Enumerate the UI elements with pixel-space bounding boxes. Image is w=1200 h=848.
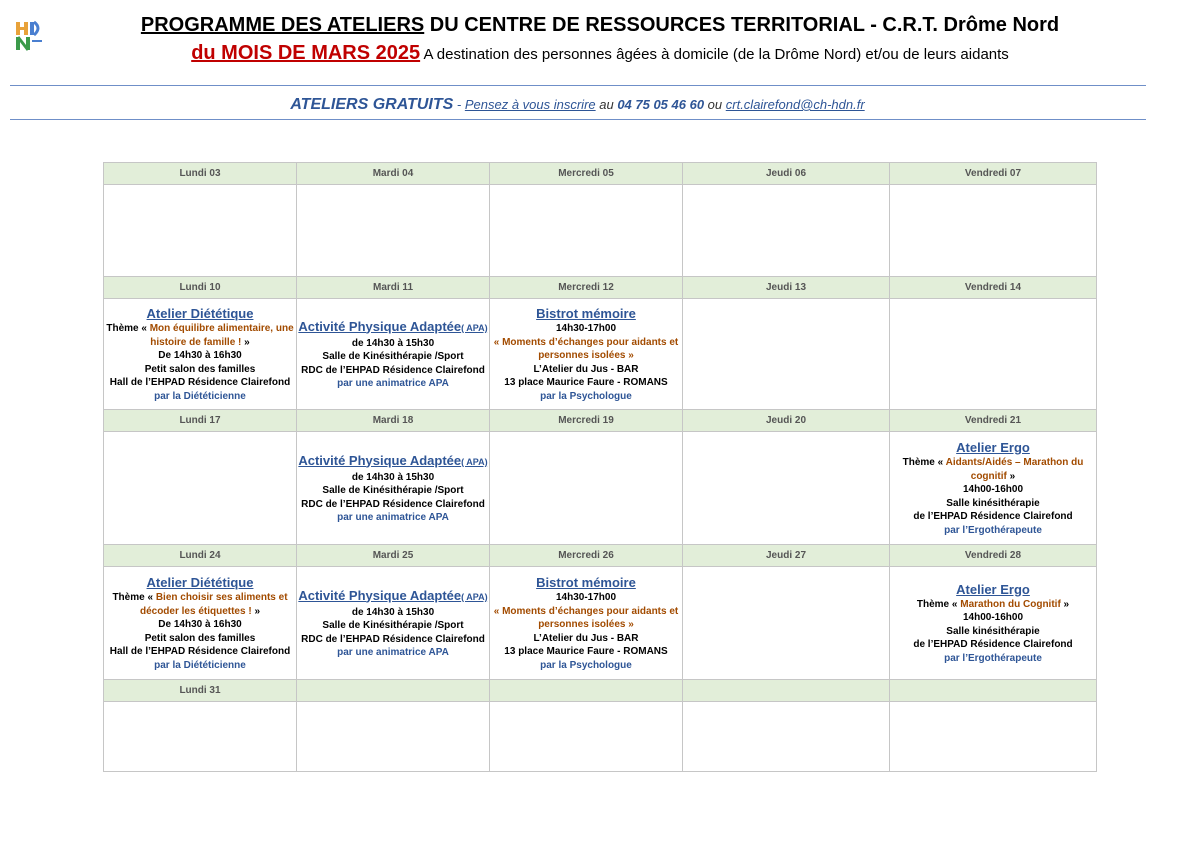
day-cell (490, 702, 683, 772)
day-cell (890, 185, 1097, 277)
week-row (104, 432, 1097, 545)
event-time: de 14h30 à 15h30 (351, 606, 435, 618)
day-header: Jeudi 06 (683, 163, 890, 185)
day-cell (104, 567, 297, 680)
event-title: Activité Physique Adaptée( APA) (298, 587, 488, 603)
event-place: Petit salon des familles (144, 632, 256, 644)
divider (10, 85, 1146, 86)
day-cell (104, 185, 297, 277)
day-cell (297, 567, 490, 680)
free-workshops-banner: ATELIERS GRATUITS - Pensez à vous inscrire au 04 75 05 46 60 ou crt.clairefond@ch-hdn.fr (290, 96, 865, 113)
week-row (104, 567, 1097, 680)
week-header-row (104, 410, 1097, 432)
event-host: par la Diététicienne (154, 659, 246, 671)
event-place: Salle kinésithérapie (946, 497, 1040, 509)
day-header (890, 680, 1097, 702)
event-host: par une animatrice APA (337, 647, 449, 658)
event-title: Atelier Ergo (956, 440, 1030, 455)
event-time: De 14h30 à 16h30 (158, 619, 242, 630)
week-row (104, 185, 1097, 277)
event-theme: « Moments d’échanges pour aidants et personnes isolées » (493, 605, 679, 630)
event-place: Salle de Kinésithérapie /Sport (322, 485, 464, 496)
day-header: Mercredi 12 (490, 277, 683, 299)
day-header: Vendredi 14 (890, 277, 1097, 299)
event-place: 13 place Maurice Faure - ROMANS (504, 646, 668, 657)
event-title: Activité Physique Adaptée( APA) (298, 452, 488, 468)
day-cell (890, 432, 1097, 545)
day-header: Mardi 04 (297, 163, 490, 185)
day-header: Mardi 18 (297, 410, 490, 432)
day-header (683, 680, 890, 702)
event-place: RDC de l’EHPAD Résidence Clairefond (301, 633, 485, 645)
day-cell (683, 702, 890, 772)
day-cell (104, 702, 297, 772)
event-title: Atelier Diététique (146, 306, 254, 321)
page-title: PROGRAMME DES ATELIERS DU CENTRE DE RESSOURCES TERRITORIAL - C.R.T. Drôme Nord (140, 14, 1060, 36)
day-header: Lundi 31 (104, 680, 297, 702)
event-title: Activité Physique Adaptée( APA) (298, 318, 488, 334)
event-place: Salle de Kinésithérapie /Sport (322, 351, 464, 362)
month-label: du MOIS DE MARS 2025 (191, 42, 421, 64)
day-header: Lundi 10 (104, 277, 297, 299)
day-cell (297, 185, 490, 277)
event-title: Bistrot mémoire (536, 306, 636, 321)
event-place: Hall de l’EHPAD Résidence Clairefond (109, 646, 291, 657)
day-header: Mercredi 19 (490, 410, 683, 432)
event-time: de 14h30 à 15h30 (351, 471, 435, 483)
event-time: 14h30-17h00 (555, 592, 617, 603)
day-cell (683, 432, 890, 545)
event-time: 14h00-16h00 (962, 612, 1024, 624)
day-cell (297, 432, 490, 545)
day-cell (890, 702, 1097, 772)
day-header: Lundi 03 (104, 163, 297, 185)
day-cell (490, 185, 683, 277)
day-header (490, 680, 683, 702)
event-place: de l’EHPAD Résidence Clairefond (913, 639, 1073, 651)
event-title: Atelier Diététique (146, 575, 254, 590)
page-subtitle: du MOIS DE MARS 2025 A destination des personnes âgées à domicile (de la Drôme Nord) et/ou de leurs aidants (191, 42, 1009, 64)
day-cell (297, 299, 490, 410)
week-header-row (104, 680, 1097, 702)
day-cell (683, 299, 890, 410)
divider (10, 119, 1146, 120)
event-theme: Thème « Marathon du Cognitif » (916, 598, 1070, 610)
event-place: L’Atelier du Jus - BAR (533, 632, 639, 644)
day-cell (490, 567, 683, 680)
event-host: par l’Ergothérapeute (944, 524, 1042, 536)
day-cell (490, 299, 683, 410)
day-cell (297, 702, 490, 772)
day-header: Lundi 17 (104, 410, 297, 432)
day-header: Jeudi 27 (683, 545, 890, 567)
day-header: Lundi 24 (104, 545, 297, 567)
event-host: par une animatrice APA (337, 512, 449, 523)
day-header: Jeudi 13 (683, 277, 890, 299)
event-place: Hall de l’EHPAD Résidence Clairefond (109, 377, 291, 388)
event-place: L’Atelier du Jus - BAR (533, 363, 639, 375)
event-time: 14h00-16h00 (962, 484, 1024, 495)
event-place: RDC de l’EHPAD Résidence Clairefond (301, 498, 485, 510)
event-theme: Thème « Mon équilibre alimentaire, une histoire de famille ! » (106, 323, 294, 348)
day-cell (683, 567, 890, 680)
phone-number: 04 75 05 46 60 (617, 97, 705, 112)
day-cell (490, 432, 683, 545)
email-link[interactable]: crt.clairefond@ch-hdn.fr (725, 97, 865, 112)
event-place: Petit salon des familles (144, 363, 256, 375)
event-host: par la Psychologue (540, 659, 632, 671)
day-cell (104, 299, 297, 410)
event-host: par une animatrice APA (337, 378, 449, 389)
event-time: 14h30-17h00 (555, 323, 617, 334)
day-header: Mardi 11 (297, 277, 490, 299)
day-header: Jeudi 20 (683, 410, 890, 432)
week-header-row (104, 277, 1097, 299)
event-place: de l’EHPAD Résidence Clairefond (913, 511, 1073, 522)
day-header: Mardi 25 (297, 545, 490, 567)
event-theme: Thème « Bien choisir ses aliments et décoder les étiquettes ! » (112, 592, 288, 617)
day-cell (104, 432, 297, 545)
day-header: Mercredi 26 (490, 545, 683, 567)
calendar-table (103, 162, 1097, 772)
week-row (104, 702, 1097, 772)
day-header (297, 680, 490, 702)
event-place: 13 place Maurice Faure - ROMANS (504, 377, 668, 388)
week-row (104, 299, 1097, 410)
event-title: Atelier Ergo (956, 581, 1030, 597)
event-theme: Thème « Aidants/Aidés – Marathon du cognitif » (902, 457, 1084, 482)
event-place: Salle de Kinésithérapie /Sport (322, 620, 464, 631)
event-host: par la Psychologue (540, 390, 632, 402)
event-theme: « Moments d’échanges pour aidants et personnes isolées » (493, 336, 679, 361)
day-header: Vendredi 07 (890, 163, 1097, 185)
day-header: Vendredi 28 (890, 545, 1097, 567)
event-title: Bistrot mémoire (536, 575, 636, 590)
day-cell (890, 567, 1097, 680)
event-host: par la Diététicienne (154, 390, 246, 402)
event-time: De 14h30 à 16h30 (158, 350, 242, 361)
day-header: Mercredi 05 (490, 163, 683, 185)
day-cell (890, 299, 1097, 410)
day-cell (683, 185, 890, 277)
week-header-row (104, 163, 1097, 185)
event-place: Salle kinésithérapie (946, 625, 1040, 637)
event-time: de 14h30 à 15h30 (351, 337, 435, 349)
event-place: RDC de l’EHPAD Résidence Clairefond (301, 364, 485, 376)
event-host: par l’Ergothérapeute (944, 652, 1042, 664)
week-header-row (104, 545, 1097, 567)
day-header: Vendredi 21 (890, 410, 1097, 432)
